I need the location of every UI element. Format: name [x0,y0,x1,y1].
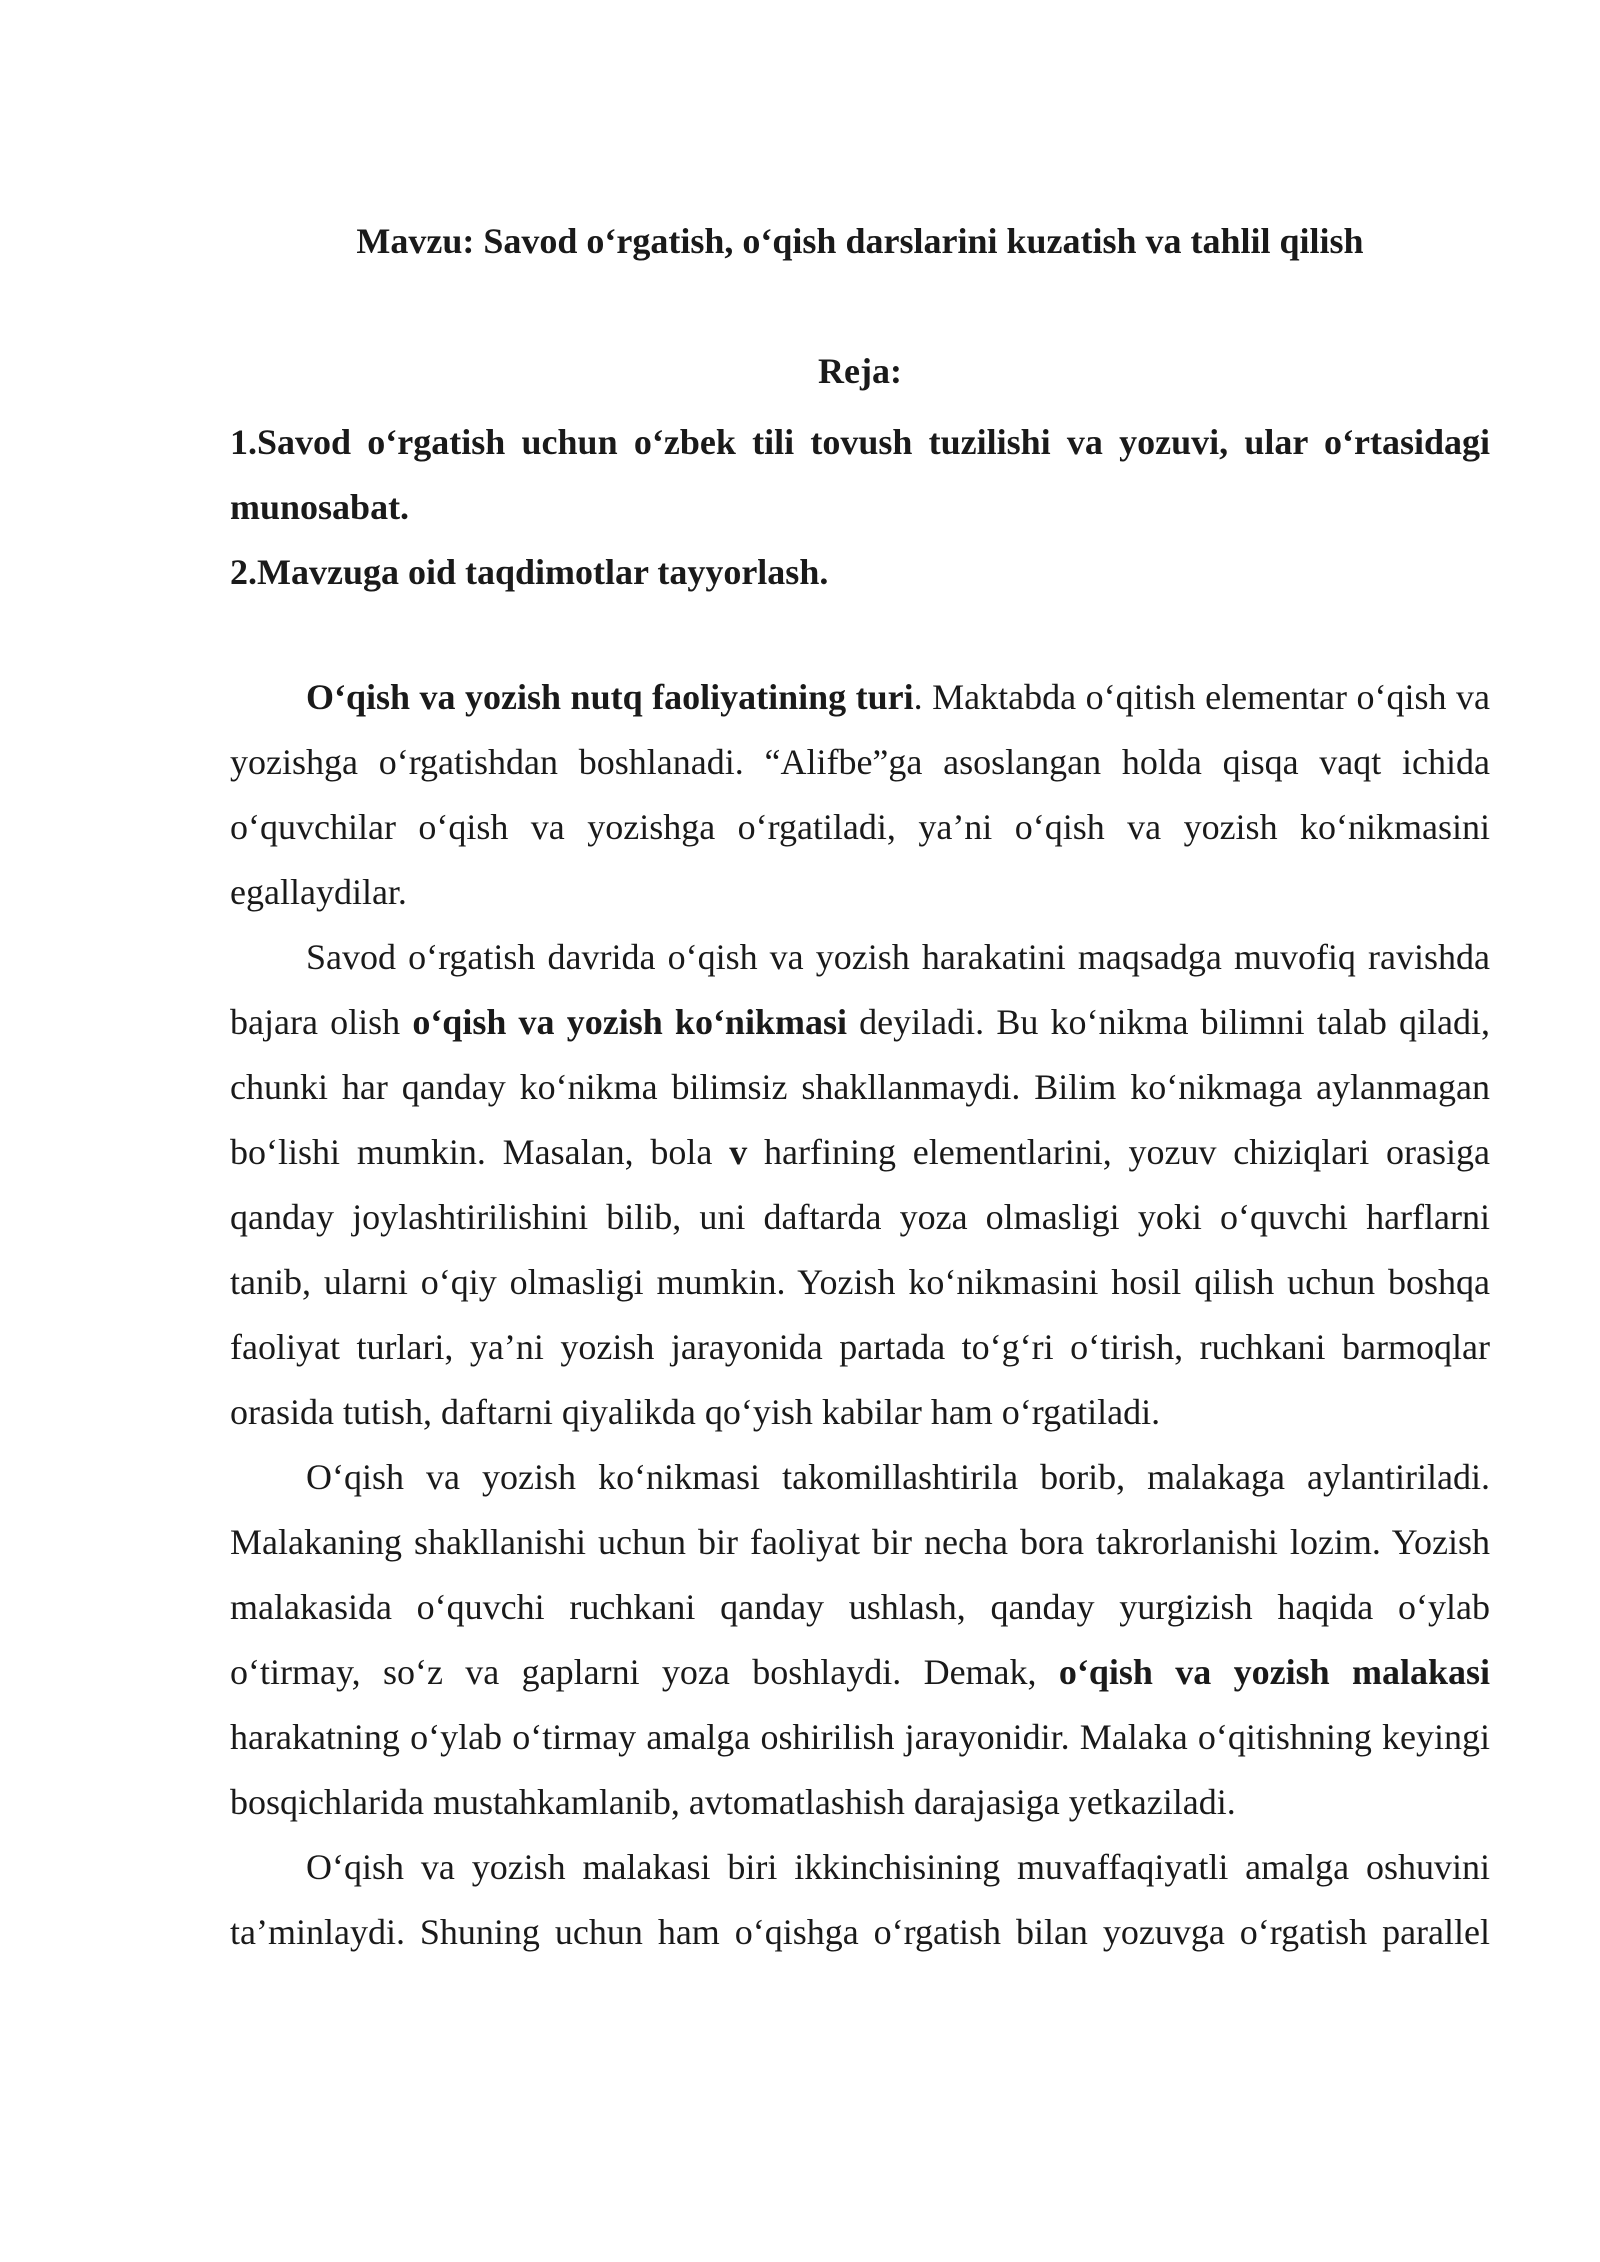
paragraph-3-text-b: harakatning o‘ylab o‘tirmay amalga oshirilish jarayonidir. Malaka o‘qitishning keyingi bosqichlarida mustahkamlanib, avtomatlashish darajasiga yetkaziladi. [230,1717,1490,1822]
paragraph-1 [230,665,1490,925]
paragraph-4 [230,1835,1490,1965]
paragraph-2 [230,925,1490,1445]
paragraph-3 [230,1445,1490,1835]
plan-heading: Reja: [818,351,902,391]
plan-list [230,410,1490,605]
plan-item-1: 1.Savod o‘rgatish uchun o‘zbek tili tovush tuzilishi va yozuvi, ular o‘rtasidagi munosabat. [230,422,1490,527]
paragraph-2-bold-letter: v [729,1132,748,1172]
page-title: Mavzu: Savod o‘rgatish, o‘qish darslarini kuzatish va tahlil qilish [356,221,1364,261]
paragraph-1-bold-term: O‘qish va yozish nutq faoliyatining turi [306,677,914,717]
plan-item-2: 2.Mavzuga oid taqdimotlar tayyorlash. [230,552,829,592]
body-text [230,665,1490,1965]
paragraph-1-text: . Maktabda o‘qitish elementar o‘qish va yozishga o‘rgatishdan boshlanadi. “Alifbe”ga asoslangan holda qisqa vaqt ichida o‘quvchilar o‘qish va yozishga o‘rgatiladi, ya’ni o‘qish va yozish ko‘nikmasini egallaydilar. [230,677,1490,912]
paragraph-3-text-a: O‘qish va yozish ko‘nikmasi takomillashtirila borib, malakaga aylantiriladi. Malakaning shakllanishi uchun bir faoliyat bir necha bora takrorlanishi lozim. Yozish malakasida o‘quvchi ruchkani qanday ushlash, qanday yurgizish haqida o‘ylab o‘tirmay, so‘z va gaplarni yoza boshlaydi. Demak, [230,1457,1490,1692]
paragraph-2-text-c: harfining elementlarini, yozuv chiziqlari orasiga qanday joylashtirilishini bilib, uni daftarda yoza olmasligi yoki o‘quvchi harflarni tanib, ularni o‘qiy olmasligi mumkin. Yozish ko‘nikmasini hosil qilish uchun boshqa faoliyat turlari, ya’ni yozish jarayonida partada to‘g‘ri o‘tirish, ruchkani barmoqlar orasida tutish, daftarni qiyalikda qo‘yish kabilar ham o‘rgatiladi. [230,1132,1490,1432]
paragraph-2-bold-term: o‘qish va yozish ko‘nikmasi [412,1002,847,1042]
paragraph-2-text-b: deyiladi. Bu ko‘nikma bilimni talab qiladi, chunki har qanday ko‘nikma bilimsiz shakllanmaydi. Bilim ko‘nikmaga aylanmagan bo‘lishi mumkin. Masalan, bola [230,1002,1490,1172]
paragraph-2-text-a: Savod o‘rgatish davrida o‘qish va yozish harakatini maqsadga muvofiq ravishda bajara olish [230,937,1490,1042]
paragraph-3-bold-term: o‘qish va yozish malakasi [1058,1652,1490,1692]
paragraph-4-text: O‘qish va yozish malakasi biri ikkinchisining muvaffaqiyatli amalga oshuvini ta’minlaydi. Shuning uchun ham o‘qishga o‘rgatish bilan yozuvga o‘rgatish parallel [230,1847,1490,1952]
